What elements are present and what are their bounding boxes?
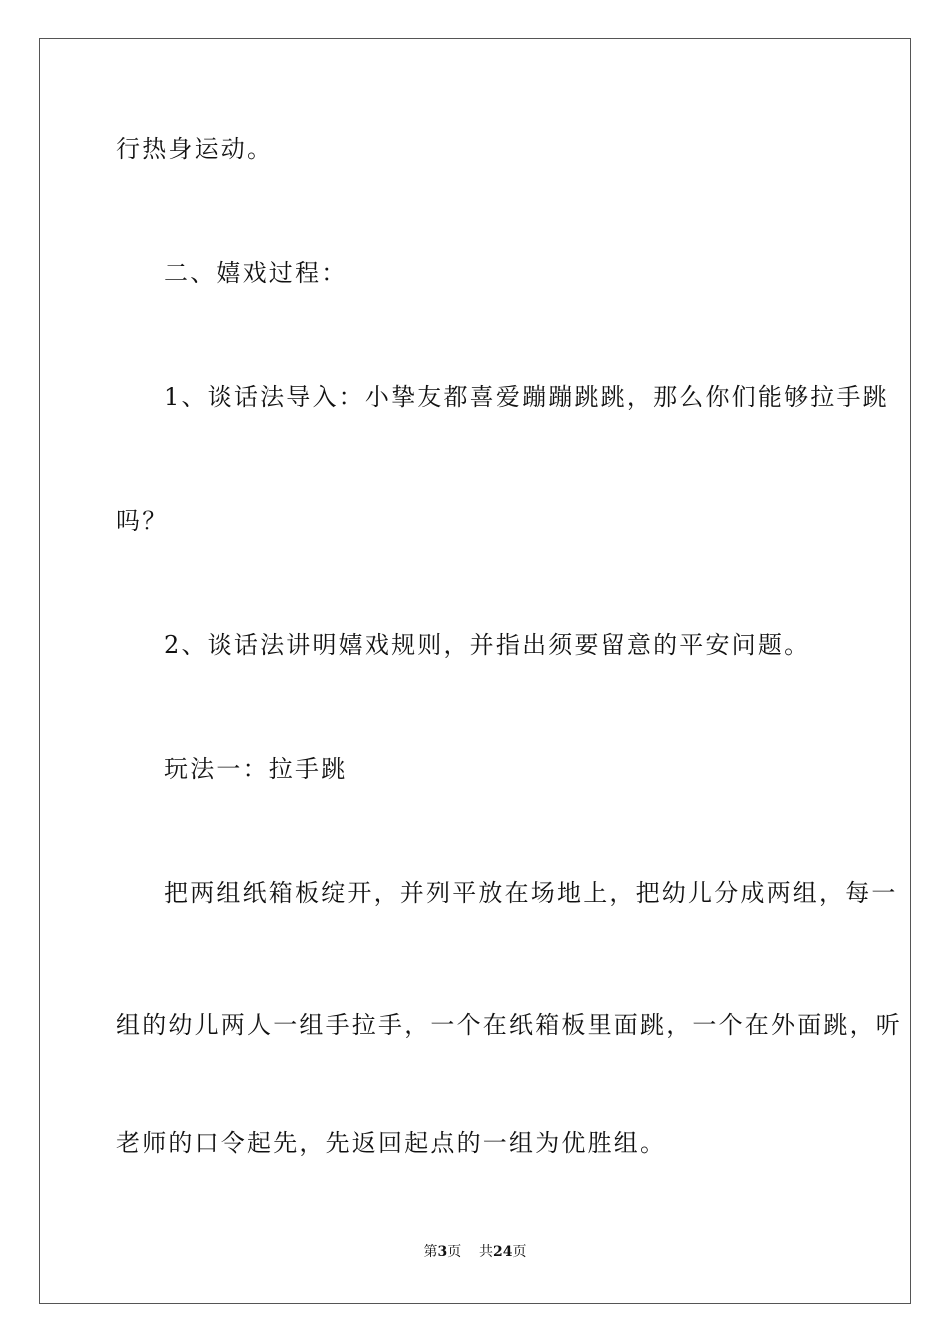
body-line-5: 2、谈话法讲明嬉戏规则，并指出须要留意的平安问题。 <box>164 631 811 659</box>
body-line-1: 行热身运动。 <box>116 135 274 163</box>
body-line-7: 把两组纸箱板绽开，并列平放在场地上，把幼儿分成两组，每一 <box>164 879 898 907</box>
body-line-9: 老师的口令起先，先返回起点的一组为优胜组。 <box>116 1129 667 1157</box>
footer-total-pages: 24 <box>493 1244 513 1260</box>
body-line-3: 1、谈话法导入：小挚友都喜爱蹦蹦跳跳，那么你们能够拉手跳 <box>164 383 889 411</box>
body-line-8: 组的幼儿两人一组手拉手，一个在纸箱板里面跳，一个在外面跳，听 <box>116 1011 902 1039</box>
page-border <box>39 38 911 1304</box>
footer-page-suffix: 页 <box>447 1244 462 1260</box>
footer-total-suffix: 页 <box>512 1244 527 1260</box>
body-line-4: 吗？ <box>116 507 169 535</box>
footer-page-number: 3 <box>437 1244 448 1260</box>
subheading-play-method: 玩法一：拉手跳 <box>164 755 348 783</box>
footer-total-prefix: 共 <box>479 1244 494 1260</box>
page-footer <box>0 1243 950 1261</box>
footer-page-prefix: 第 <box>423 1244 438 1260</box>
section-heading: 二、嬉戏过程： <box>164 259 348 287</box>
